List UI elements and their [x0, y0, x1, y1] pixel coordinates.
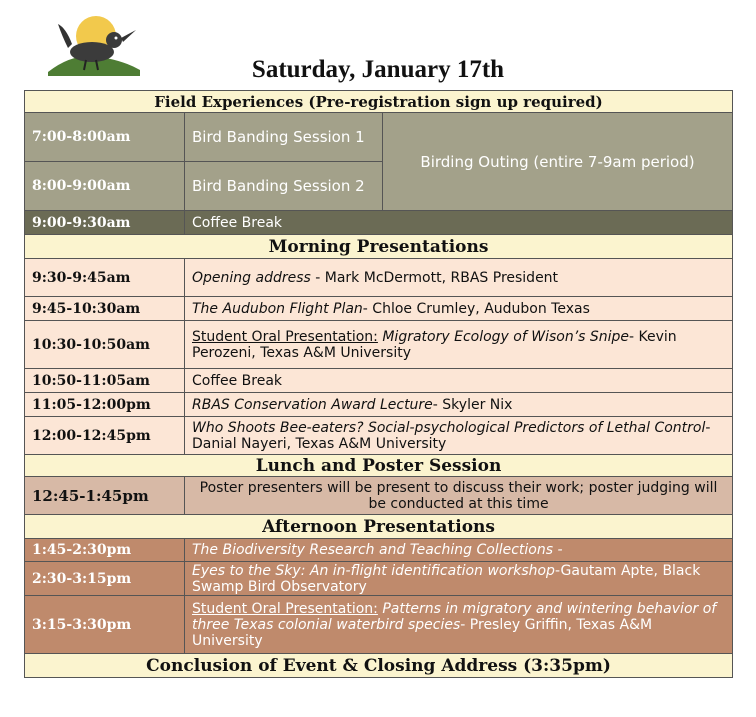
section-header-morning: Morning Presentations	[25, 235, 733, 259]
table-row: 9:30-9:45am Opening address - Mark McDermott, RBAS President	[25, 259, 733, 297]
table-row: 7:00-8:00am Bird Banding Session 1 Birding Outing (entire 7-9am period)	[25, 113, 733, 162]
table-row: 10:50-11:05am Coffee Break	[25, 369, 733, 393]
section-header-lunch: Lunch and Poster Session	[25, 455, 733, 477]
table-row: 2:30-3:15pm Eyes to the Sky: An in-flight identification workshop-Gautam Apte, Black Swamp Bird Observatory	[25, 562, 733, 596]
table-row: 10:30-10:50am Student Oral Presentation: Migratory Ecology of Wison’s Snipe- Kevin Perozeni, Texas A&M University	[25, 321, 733, 369]
table-row: 12:00-12:45pm Who Shoots Bee-eaters? Social-psychological Predictors of Lethal Control- Danial Nayeri, Texas A&M University	[25, 417, 733, 455]
section-footer-conclusion: Conclusion of Event & Closing Address (3:35pm)	[25, 654, 733, 678]
page-title: Saturday, January 17th	[251, 56, 505, 83]
table-row: 1:45-2:30pm The Biodiversity Research and Teaching Collections -	[25, 539, 733, 562]
table-row: 11:05-12:00pm RBAS Conservation Award Lecture- Skyler Nix	[25, 393, 733, 417]
section-header-field: Field Experiences (Pre-registration sign up required)	[25, 91, 733, 113]
table-row: 9:00-9:30am Coffee Break	[25, 211, 733, 235]
schedule-table	[24, 90, 733, 678]
table-row: 9:45-10:30am The Audubon Flight Plan- Chloe Crumley, Audubon Texas	[25, 297, 733, 321]
table-row: 12:45-1:45pm Poster presenters will be present to discuss their work; poster judging will be conducted at this time	[25, 477, 733, 515]
section-header-afternoon: Afternoon Presentations	[25, 515, 733, 539]
birding-outing: Birding Outing (entire 7-9am period)	[383, 113, 733, 211]
table-row: 3:15-3:30pm Student Oral Presentation: Patterns in migratory and wintering behavior of three Texas colonial waterbird species- Presley Griffin, Texas A&M University	[25, 596, 733, 654]
table-row: 8:00-9:00am Bird Banding Session 2	[25, 162, 733, 211]
